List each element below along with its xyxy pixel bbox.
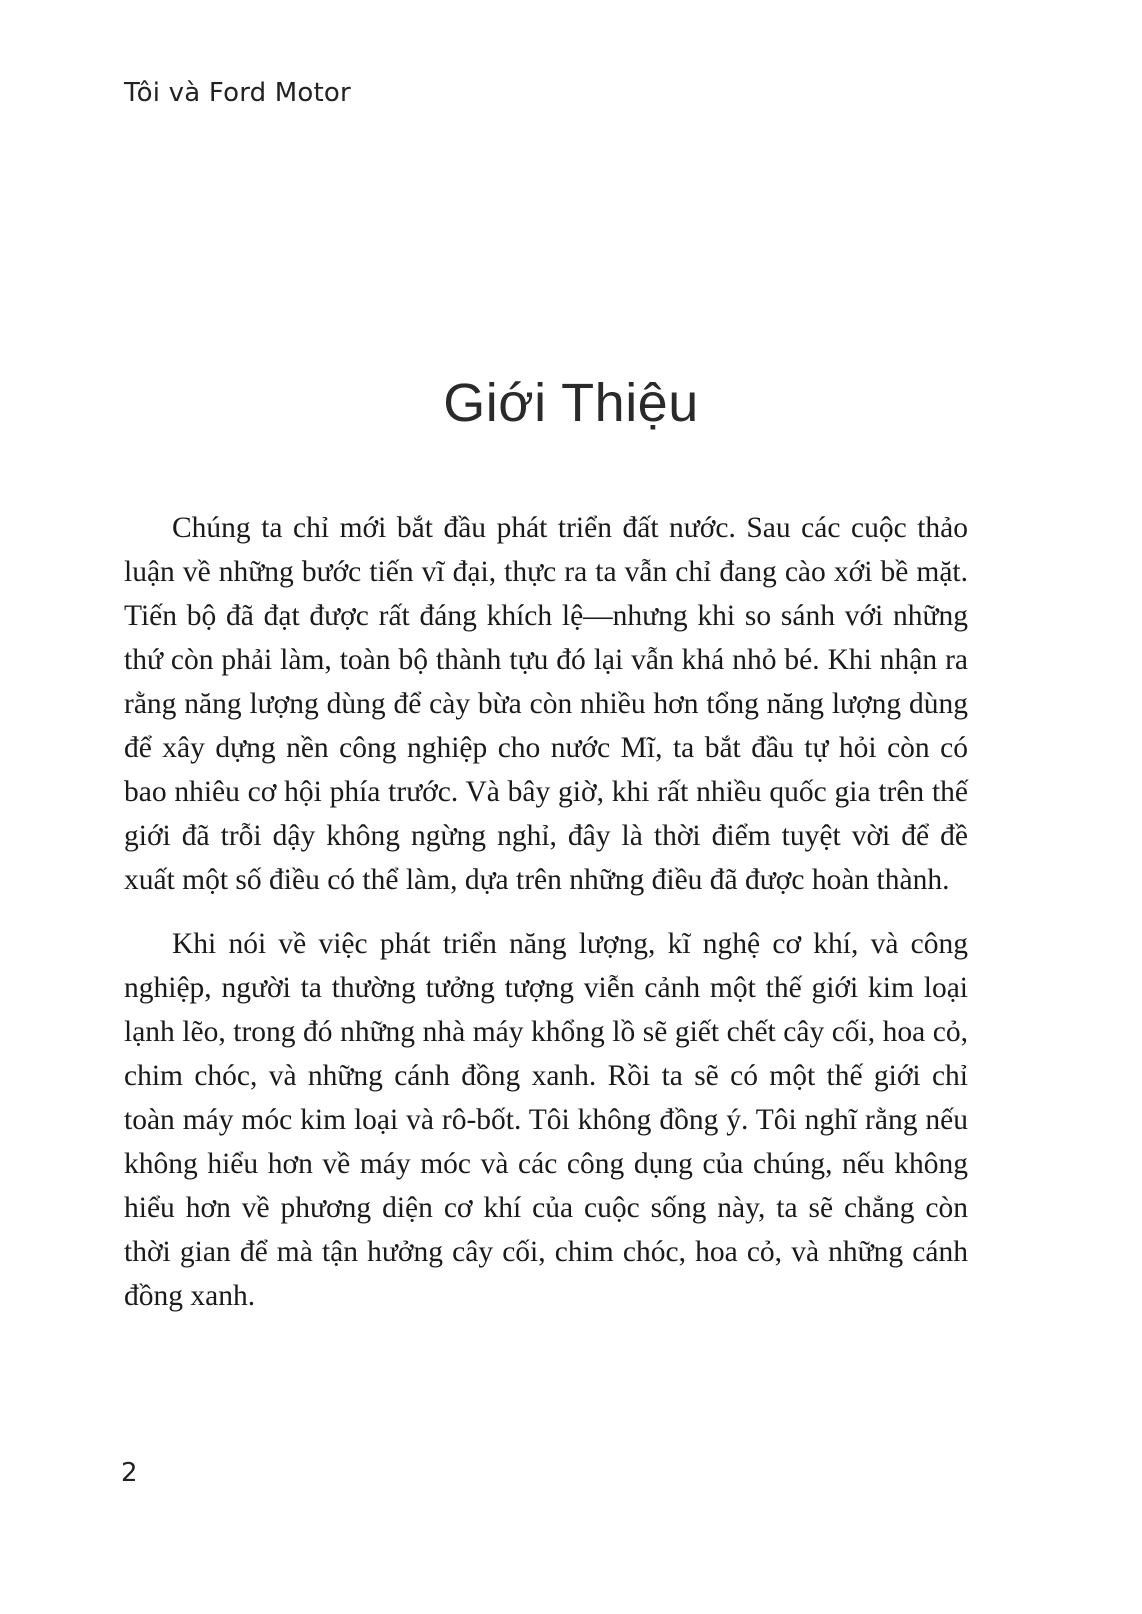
chapter-title: Giới Thiệu — [443, 373, 699, 433]
page-number: 2 — [121, 1458, 138, 1488]
body-text — [124, 506, 968, 1338]
paragraph-2: Khi nói về việc phát triển năng lượng, kĩ nghệ cơ khí, và công nghiệp, người ta thường tưởng tượng viễn cảnh một thế giới kim loại lạnh lẽo, trong đó những nhà máy khổng lồ sẽ giết chết cây cối, hoa cỏ, chim chóc, và những cánh đồng xanh. Rồi ta sẽ có một thế giới chỉ toàn máy móc kim loại và rô-bốt. Tôi không đồng ý. Tôi nghĩ rằng nếu không hiểu hơn về máy móc và các công dụng của chúng, nếu không hiểu hơn về phương diện cơ khí của cuộc sống này, ta sẽ chẳng còn thời gian để mà tận hưởng cây cối, chim chóc, hoa cỏ, và những cánh đồng xanh. — [124, 928, 968, 1312]
paragraph-1: Chúng ta chỉ mới bắt đầu phát triển đất nước. Sau các cuộc thảo luận về những bước tiến vĩ đại, thực ra ta vẫn chỉ đang cào xới bề mặt. Tiến bộ đã đạt được rất đáng khích lệ—nhưng khi so sánh với những thứ còn phải làm, toàn bộ thành tựu đó lại vẫn khá nhỏ bé. Khi nhận ra rằng năng lượng dùng để cày bừa còn nhiều hơn tổng năng lượng dùng để xây dựng nền công nghiệp cho nước Mĩ, ta bắt đầu tự hỏi còn có bao nhiêu cơ hội phía trước. Và bây giờ, khi rất nhiều quốc gia trên thế giới đã trỗi dậy không ngừng nghỉ, đây là thời điểm tuyệt vời để đề xuất một số điều có thể làm, dựa trên những điều đã được hoàn thành. — [124, 512, 968, 896]
running-header: Tôi và Ford Motor — [124, 78, 351, 108]
